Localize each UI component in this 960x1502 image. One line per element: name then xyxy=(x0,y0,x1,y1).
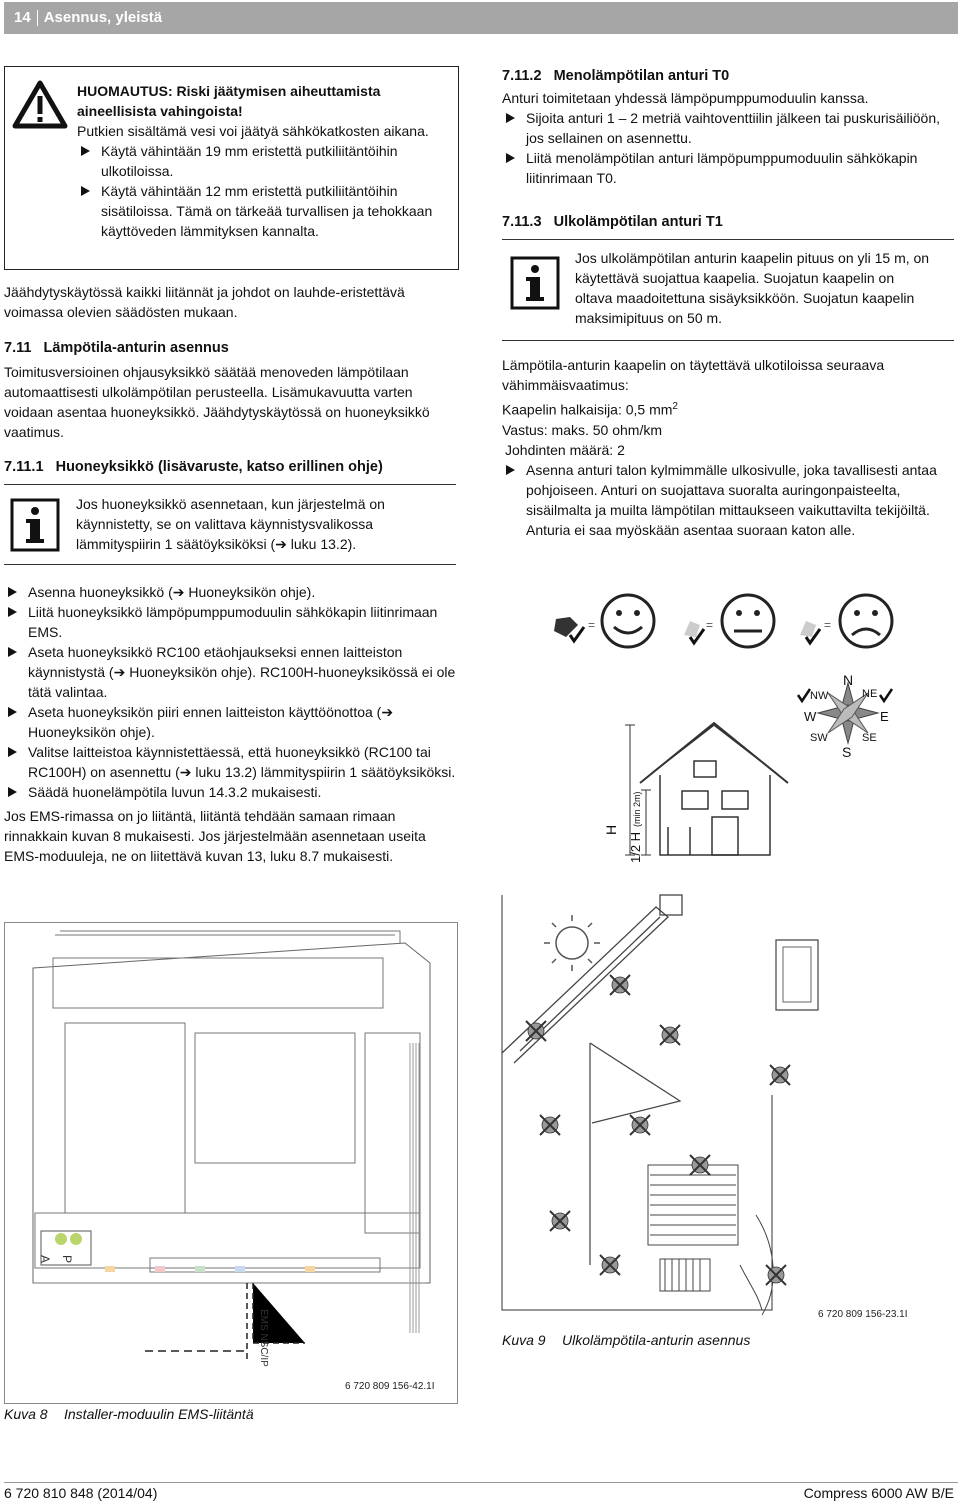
svg-text:NE: NE xyxy=(862,688,878,700)
section-text-7-11: Toimitusversioinen ohjausyksikkö säätää menoveden lämpötilaan automaattisesti ulkolämpötilan perusteella. Lisämukavuutta varten voidaan asentaa huoneyksikkö. Jäähdytyskäytössä on huoneyksikkö vaatimus. xyxy=(4,364,430,440)
svg-text:E: E xyxy=(880,709,889,724)
svg-text:SE: SE xyxy=(862,732,877,744)
prohibited-sensor-icons xyxy=(528,977,788,1283)
list-item: Käytä vähintään 12 mm eristettä putkiliitäntöihin sisätiloissa. Tämä on tärkeää turvallisen ja tehokkaan käyttöveden lämmityksen kannalta. xyxy=(77,181,449,241)
cable-spec: Kaapelin halkaisija: 0,5 $mm^2$ xyxy=(502,401,678,418)
svg-text:W: W xyxy=(804,709,817,724)
installer-module-drawing xyxy=(5,923,455,1401)
list-item: Aseta huoneyksikön piiri ennen laitteiston käyttöönottoa (➔ Huoneyksikön ohje). xyxy=(4,702,456,742)
cooling-note: Jäähdytyskäytössä kaikki liitännät ja johdot on lauhde-eristettävä voimassa olevien säädösten mukaan. xyxy=(4,284,405,320)
figure-9-caption: Kuva 9 Ulkolämpötila-anturin asennus xyxy=(502,1332,751,1348)
warning-text: Putkien sisältämä vesi voi jäätyä sähkökatkosten aikana. xyxy=(77,123,429,139)
section-heading-7-11-1: 7.11.1 Huoneyksikkö (lisävaruste, katso erillinen ohje) xyxy=(4,459,383,475)
section-text-ems: Jos EMS-rimassa on jo liitäntä, liitäntä tehdään samaan rimaan rinnakkain kuvan 8 mukaisesti. Jos järjestelmään asennetaan useita EMS-moduuleja, ne on liitettävä kuvan 13, luku 8.7 mukaisesti. xyxy=(4,808,426,864)
figure-code: 6 720 809 156-42.1I xyxy=(345,1381,435,1392)
svg-text:H: H xyxy=(603,824,619,835)
smiley-row xyxy=(554,595,892,647)
section-heading-7-11: 7.11 Lämpötila-anturin asennus xyxy=(4,340,229,356)
svg-text:=: = xyxy=(588,618,596,632)
list-item: Valitse laitteistoa käynnistettäessä, että huoneyksikkö (RC100 tai RC100H) on asennettu (➔ luku 13.2) lämmityspiirin 1 säätöyksiköksi. xyxy=(4,742,456,782)
list-item: Liitä menolämpötilan anturi lämpöpumppumoduulin sähkökapin liitinrimaan T0. xyxy=(502,148,954,188)
info-text: Jos huoneyksikkö asennetaan, kun järjestelmä on käynnistetty, se on valittava käynnistysvalikossa lämmityspiirin 1 säätöyksiköksi (➔ luku 13.2). xyxy=(76,496,385,552)
section-text-7-11-2: Anturi toimitetaan yhdessä lämpöpumppumoduulin kanssa. xyxy=(502,90,869,106)
sun-icon xyxy=(544,915,600,971)
info-icon xyxy=(10,498,60,552)
svg-text:1/2 H: 1/2 H xyxy=(628,831,643,863)
info-icon xyxy=(510,256,560,310)
list-item: Liitä huoneyksikkö lämpöpumppumoduulin sähkökapin liitinrimaan EMS. xyxy=(4,602,456,642)
svg-text:(min 2m): (min 2m) xyxy=(632,791,642,827)
cable-spec: Vastus: maks. 50 ohm/km xyxy=(502,421,663,438)
figure-code: 6 720 809 156-23.1I xyxy=(818,1309,908,1320)
svg-text:=: = xyxy=(824,618,832,632)
warning-title: HUOMAUTUS: Riski jäätymisen aiheuttamista aineellisista vahingoista! xyxy=(77,83,381,119)
figure-8-caption: Kuva 8 Installer-moduulin EMS-liitäntä xyxy=(4,1406,254,1422)
page-number: 14 xyxy=(14,9,31,26)
list-item: Sijoita anturi 1 – 2 metriä vaihtoventtiilin jälkeen tai puskurisäiliöön, jos sellainen on asennettu. xyxy=(502,108,954,148)
info-text: Jos ulkolämpötilan anturin kaapelin pituus on yli 15 m, on käytettävä suojattua kaapelia. Suojatun kaapelin on oltava maadoitettuna sisäyksikköön. Suojatun kaapelin maksimipituus on 50 m. xyxy=(575,250,930,326)
footer-right: Compress 6000 AW B/E xyxy=(803,1485,954,1501)
cable-spec: Johdinten määrä: 2 xyxy=(505,441,625,458)
house-drawing xyxy=(640,723,788,855)
svg-text:N: N xyxy=(843,672,854,688)
ems-wire-label: EMS NSC/IP xyxy=(258,1309,269,1367)
svg-text:P: P xyxy=(60,1255,74,1264)
section-text-7-11-3: Lämpötila-anturin kaapelin on täytettävä ulkotiloissa seuraava vähimmäisvaatimus: xyxy=(502,357,885,393)
footer-left: 6 720 810 848 (2014/04) xyxy=(4,1485,158,1501)
svg-text:S: S xyxy=(842,744,852,760)
svg-text:A: A xyxy=(38,1255,52,1264)
svg-text:=: = xyxy=(706,618,714,632)
chapter-title: Asennus, yleistä xyxy=(43,9,163,26)
section-heading-7-11-3: 7.11.3 Ulkolämpötilan anturi T1 xyxy=(502,214,723,230)
warning-triangle-icon xyxy=(12,80,68,130)
page-header xyxy=(4,2,958,34)
list-item: Käytä vähintään 19 mm eristettä putkiliitäntöihin ulkotiloissa. xyxy=(77,141,449,181)
svg-text:SW: SW xyxy=(810,732,828,744)
list-item: Säädä huonelämpötila luvun 14.3.2 mukaisesti. xyxy=(4,782,456,802)
figure-9 xyxy=(500,565,956,1325)
svg-text:NW: NW xyxy=(810,690,829,702)
section-heading-7-11-2: 7.11.2 Menolämpötilan anturi T0 xyxy=(502,68,730,84)
list-item: Aseta huoneyksikkö RC100 etäohjaukseksi ennen laitteiston käynnistystä (➔ Huoneyksikön ohje). RC100H-huoneyksikössä ei ole tätä valintaa. xyxy=(4,642,456,702)
list-item: Asenna huoneyksikkö (➔ Huoneyksikön ohje). xyxy=(4,582,456,602)
compass-rose xyxy=(798,672,892,760)
list-item: Asenna anturi talon kylmimmälle ulkosivulle, joka tavallisesti antaa pohjoiseen. Anturi on suojattava suoralta auringonpaisteelta, sisäilmalta ja muilta lämpötilan mittaukseen vaikuttavilta tekijöiltä. Anturia ei saa myöskään asentaa suoraan katon alle. xyxy=(502,460,954,540)
